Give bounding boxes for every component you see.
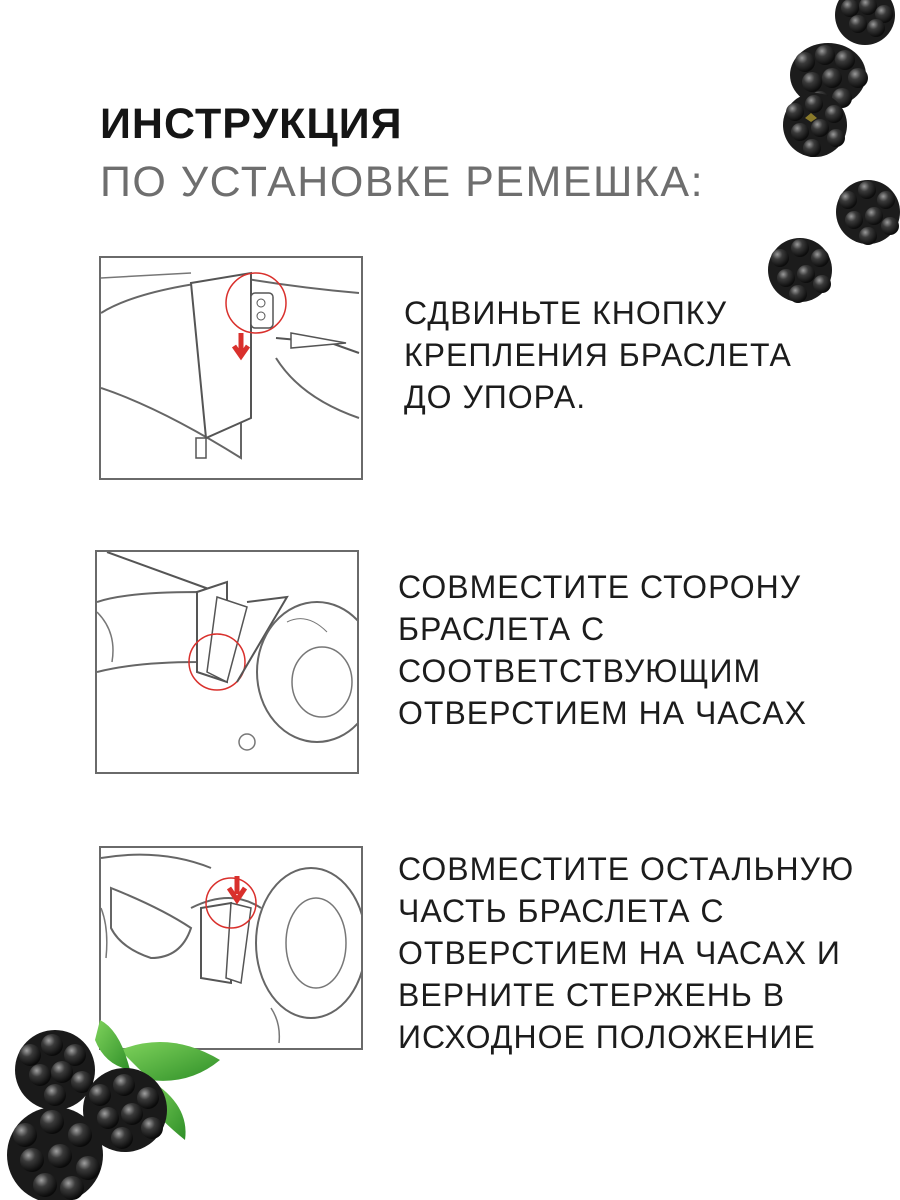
page-title xyxy=(100,98,704,208)
step-3-text: СОВМЕСТИТЕ ОСТАЛЬНУЮ ЧАСТЬ БРАСЛЕТА С ОТВЕРСТИЕМ НА ЧАСАХ И ВЕРНИТЕ СТЕРЖЕНЬ В ИСХОДНОЕ ПОЛОЖЕНИЕ xyxy=(398,851,855,1055)
leaf xyxy=(95,1020,130,1070)
arrow-down-icon xyxy=(229,876,245,900)
step-1-text: СДВИНЬТЕ КНОПКУ КРЕПЛЕНИЯ БРАСЛЕТА ДО УПОРА. xyxy=(404,295,792,415)
blackberries-decoration-bottom xyxy=(0,1010,240,1200)
step-2-text: СОВМЕСТИТЕ СТОРОНУ БРАСЛЕТА С СООТВЕТСТВУЮЩИМ ОТВЕРСТИЕМ НА ЧАСАХ xyxy=(398,569,807,731)
berry-6 xyxy=(15,1030,95,1110)
berry-4 xyxy=(836,180,900,245)
berry-3 xyxy=(783,93,847,157)
title-line-2: ПО УСТАНОВКЕ РЕМЕШКА: xyxy=(100,158,705,206)
step-2-illustration xyxy=(95,550,359,774)
berry-1 xyxy=(835,0,895,45)
title-line-1: ИНСТРУКЦИЯ xyxy=(100,100,403,148)
blackberries-decoration-top xyxy=(750,0,900,320)
step-1-illustration xyxy=(99,256,363,480)
berry-8 xyxy=(7,1107,103,1200)
